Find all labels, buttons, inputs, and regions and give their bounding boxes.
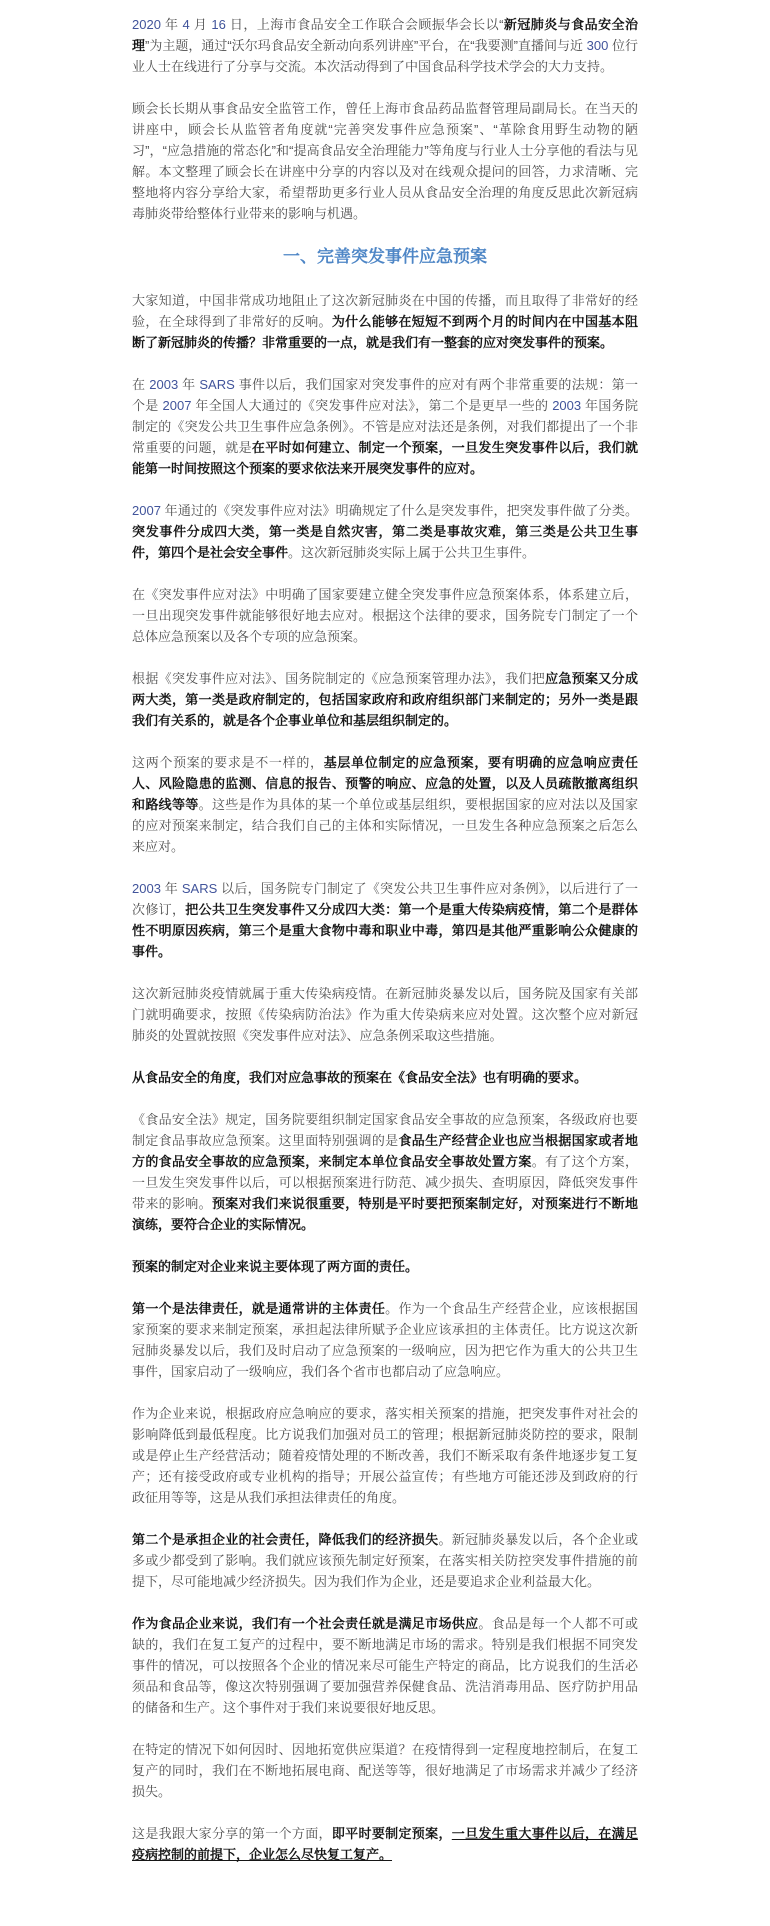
paragraph — [132, 1109, 638, 1235]
text-run: 根据《突发事件应对法》、国务院制定的《应急预案管理办法》，我们把 — [132, 671, 546, 686]
text-run: 新冠肺炎与食品安全治理 — [132, 17, 638, 53]
text-run: 年国务院制定的《突发公共卫生事件应急条例》。不管是应对法还是条例，对我们都提出了一个非常重要的问题，就是 — [132, 398, 638, 455]
paragraph — [132, 1739, 638, 1802]
text-run: 。有了这个方案，一旦发生突发事件以后，可以根据预案进行防范、减少损失、查明原因，降低突发事件带来的影响。 — [132, 1154, 638, 1211]
text-run: 月 — [189, 17, 212, 32]
text-run: 2007 — [132, 503, 161, 518]
paragraph — [132, 98, 638, 224]
text-run: 作为食品企业来说，我们有一个社会责任就是满足市场供应 — [132, 1616, 479, 1631]
text-run: 这是我跟大家分享的第一个方面， — [132, 1826, 332, 1841]
text-run: 应急预案又分成两大类，第一类是政府制定的，包括国家政府和政府组织部门来制定的；另外一类是跟我们有关系的，就是各个企事业单位和基层组织制定的。 — [132, 671, 638, 728]
text-run: 2003 — [149, 377, 179, 392]
text-run: 年通过的《突发事件应对法》明确规定了什么是突发事件，把突发事件做了分类。 — [160, 503, 638, 518]
text-run: 大家知道，中国非常成功地阻止了这次新冠肺炎在中国的传播，而且取得了非常好的经验，在全球得到了非常好的反响。 — [132, 293, 638, 329]
text-run: 。这些是作为具体的某一个单位或基层组织，要根据国家的应对法以及国家的应对预案来制定，结合我们自己的主体和实际情况，一旦发生各种应急预案之后怎么来应对。 — [132, 797, 638, 854]
text-run: ”为主题，通过“沃尔玛食品安全新动向系列讲座”平台，在“我要测”直播间与近 — [145, 38, 587, 53]
paragraph — [132, 1529, 638, 1592]
paragraph — [132, 14, 638, 77]
text-run: SARS — [199, 377, 235, 392]
text-run: 这两个预案的要求是不一样的， — [132, 755, 324, 770]
paragraph — [132, 1256, 638, 1277]
paragraph — [132, 1067, 638, 1088]
text-run: 这次新冠肺炎疫情就属于重大传染病疫情。在新冠肺炎暴发以后，国务院及国家有关部门就明确要求，按照《传染病防治法》作为重大传染病来应对处置。这次整个应对新冠肺炎的处置就按照《突发事件应对法》、应急条例采取这些措施。 — [132, 986, 638, 1043]
paragraph — [132, 1298, 638, 1382]
text-run: 以后，国务院专门制定了《突发公共卫生事件应对条例》，以后进行了一次修订， — [132, 881, 638, 917]
text-run: 预案对我们来说很重要，特别是平时要把预案制定好，对预案进行不断地演练，要符合企业的实际情况。 — [132, 1196, 638, 1232]
text-run: 位行业人士在线进行了分享与交流。本次活动得到了中国食品科学技术学会的大力支持。 — [132, 38, 638, 74]
paragraph — [132, 584, 638, 647]
text-run: 日，上海市食品安全工作联合会顾振华会长以“ — [225, 17, 504, 32]
text-run: 在 — [132, 377, 150, 392]
paragraph — [132, 983, 638, 1046]
paragraph — [132, 752, 638, 857]
text-run: 基层单位制定的应急预案，要有明确的应急响应责任人、风险隐患的监测、信息的报告、预警的响应、应急的处置，以及人员疏散撤离组织和路线等等 — [132, 755, 638, 812]
text-run: 预案的制定对企业来说主要体现了两方面的责任。 — [132, 1259, 419, 1274]
paragraph — [132, 290, 638, 353]
text-run: 。这次新冠肺炎实际上属于公共卫生事件。 — [288, 545, 536, 560]
text-run: 在特定的情况下如何因时、因地拓宽供应渠道？在疫情得到一定程度地控制后，在复工复产的同时，我们在不断地拓展电商、配送等等，很好地满足了市场需求并减少了经济损失。 — [132, 1742, 638, 1799]
text-run: 一旦发生重大事件以后，在满足疫病控制的前提下，企业怎么尽快复工复产。 — [132, 1826, 638, 1862]
text-run: 。食品是每一个人都不可或缺的，我们在复工复产的过程中，要不断地满足市场的需求。特别是我们根据不同突发事件的情况，可以按照各个企业的情况来尽可能生产特定的商品，比方说我们的生活必须品和食品等，像这次特别强调了要加强营养保健食品、洗洁消毒用品、医疗防护用品的储备和生产。这个事件对于我们来说要很好地反思。 — [132, 1616, 638, 1715]
text-run: 2007 — [162, 398, 192, 413]
paragraph — [132, 374, 638, 479]
text-run: 从食品安全的角度，我们对应急事故的预案在《食品安全法》也有明确的要求。 — [132, 1070, 588, 1085]
text-run: 300 — [586, 38, 609, 53]
text-run: 第一个是法律责任，就是通常讲的主体责任 — [132, 1301, 386, 1316]
paragraph — [132, 1823, 638, 1865]
paragraph — [132, 500, 638, 563]
text-run: 一、完善突发事件应急预案 — [283, 247, 487, 266]
text-run: 把公共卫生突发事件又分成四大类：第一个是重大传染病疫情，第二个是群体性不明原因疾病，第三个是重大食物中毒和职业中毒，第四是其他严重影响公众健康的事件。 — [132, 902, 638, 959]
text-run: SARS — [181, 881, 218, 896]
text-run: 为什么能够在短短不到两个月的时间内在中国基本阻断了新冠肺炎的传播？非常重要的一点，就是我们有一整套的应对突发事件的预案。 — [132, 314, 638, 350]
text-run: 在《突发事件应对法》中明确了国家要建立健全突发事件应急预案体系，体系建立后，一旦出现突发事件就能够很好地去应对。根据这个法律的要求，国务院专门制定了一个总体应急预案以及各个专项的应急预案。 — [132, 587, 638, 644]
text-run: 作为企业来说，根据政府应急响应的要求，落实相关预案的措施，把突发事件对社会的影响降低到最低程度。比方说我们加强对员工的管理；根据新冠肺炎防控的要求，限制或是停止生产经营活动；随着疫情处理的不断改善，我们不断采取有条件地逐步复工复产；还有接受政府或专业机构的指导；开展公益宣传；有些地方可能还涉及到政府的行政征用等等，这是从我们承担法律责任的角度。 — [132, 1406, 638, 1505]
text-run: 即平时要制定预案， — [331, 1826, 452, 1841]
text-run: 2003 — [132, 881, 161, 896]
section-heading — [132, 245, 638, 269]
text-run: 突发事件分成四大类，第一类是自然灾害，第二类是事故灾难，第三类是公共卫生事件，第四个是社会安全事件 — [132, 524, 638, 560]
text-run: 食品生产经营企业也应当根据国家或者地方的食品安全事故的应急预案，来制定本单位食品安全事故处置方案 — [132, 1133, 638, 1169]
text-run: 年 — [178, 377, 200, 392]
text-run: 2020 — [132, 17, 161, 32]
text-run: 。作为一个食品生产经营企业，应该根据国家预案的要求来制定预案，承担起法律所赋予企业应该承担的主体责任。比方说这次新冠肺炎暴发以后，我们及时启动了应急预案的一级响应，因为把它作为重大的公共卫生事件，国家启动了一级响应，我们各个省市也都启动了应急响应。 — [132, 1301, 638, 1379]
paragraph — [132, 1403, 638, 1508]
text-run: 《食品安全法》规定，国务院要组织制定国家食品安全事故的应急预案，各级政府也要制定食品事故应急预案。这里面特别强调的是 — [132, 1112, 638, 1148]
paragraph — [132, 668, 638, 731]
paragraph — [132, 1613, 638, 1718]
text-run: 16 — [211, 17, 226, 32]
text-run: 2003 — [552, 398, 582, 413]
text-run: 事件以后，我们国家对突发事件的应对有两个非常重要的法规：第一个是 — [132, 377, 638, 413]
text-run: 年全国人大通过的《突发事件应对法》，第二个是更早一些的 — [191, 398, 553, 413]
text-run: 年 — [160, 17, 183, 32]
text-run: 年 — [160, 881, 182, 896]
text-run: 在平时如何建立、制定一个预案，一旦发生突发事件以后，我们就能第一时间按照这个预案的要求依法来开展突发事件的应对。 — [132, 440, 638, 476]
paragraph — [132, 878, 638, 962]
text-run: 。新冠肺炎暴发以后，各个企业或多或少都受到了影响。我们就应该预先制定好预案，在落实相关防控突发事件措施的前提下，尽可能地减少经济损失。因为我们作为企业，还是要追求企业利益最大化。 — [132, 1532, 638, 1589]
text-run: 第二个是承担企业的社会责任，降低我们的经济损失 — [132, 1532, 439, 1547]
text-run: 4 — [182, 17, 190, 32]
text-run: 顾会长长期从事食品安全监管工作，曾任上海市食品药品监督管理局副局长。在当天的讲座中，顾会长从监管者角度就“完善突发事件应急预案”、“革除食用野生动物的陋习”，“应急措施的常态化”和“提高食品安全治理能力”等角度与行业人士分享他的看法与见解。本文整理了顾会长在讲座中分享的内容以及对在线观众提问的回答，力求清晰、完整地将内容分享给大家，希望帮助更多行业人员从食品安全治理的角度反思此次新冠病毒肺炎带给整体行业带来的影响与机遇。 — [132, 101, 638, 221]
